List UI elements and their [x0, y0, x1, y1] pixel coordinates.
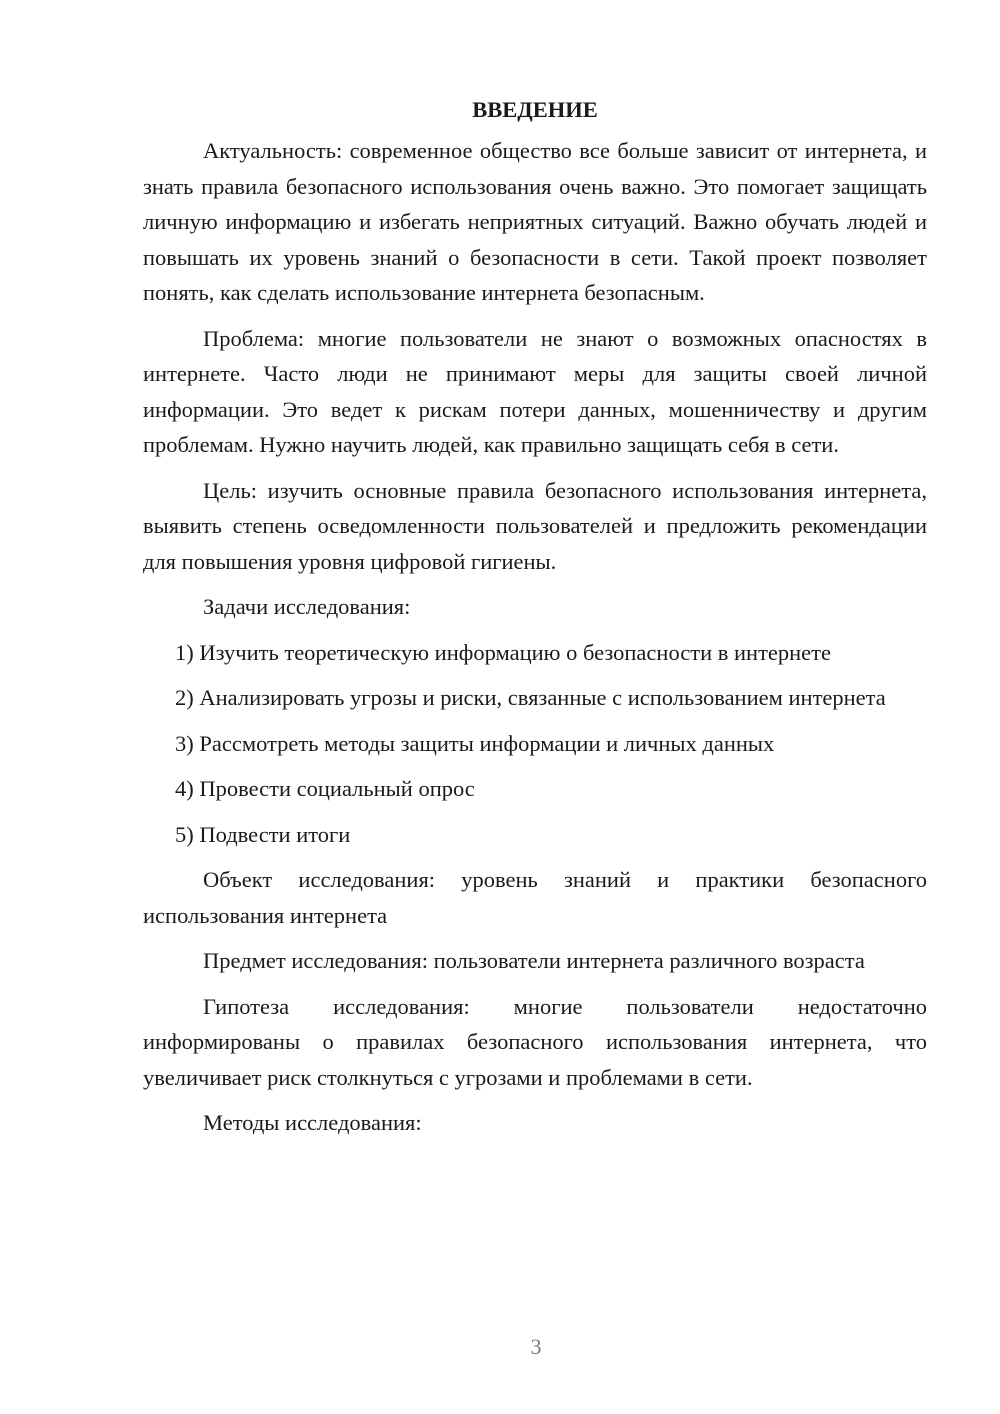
task-item: 3) Рассмотреть методы защиты информации и личных данных: [175, 730, 775, 756]
page-number: 3: [530, 1334, 542, 1359]
page-content: [143, 96, 927, 1151]
task-item: 4) Провести социальный опрос: [175, 776, 475, 801]
paragraph-subject: Предмет исследования: пользователи интернета различного возраста: [203, 948, 865, 973]
paragraph-goal: Цель: изучить основные правила безопасного использования интернета, выявить степень осведомленности пользователей и предложить рекомендации для повышения уровня цифровой гигиены.: [143, 477, 927, 574]
paragraph-hypothesis: Гипотеза исследования: многие пользователи недостаточно информированы о правилах безопасного использования интернета, что увеличивает риск столкнуться с угрозами и проблемами в сети.: [143, 993, 927, 1090]
task-item: 5) Подвести итоги: [175, 821, 351, 847]
task-item: 2) Анализировать угрозы и риски, связанные с использованием интернета: [175, 685, 886, 710]
paragraph-relevance: Актуальность: современное общество все больше зависит от интернета, и знать правила безопасного использования очень важно. Это помогает защищать личную информацию и избегать неприятных ситуаций. Важно обучать людей и повышать их уровень знаний о безопасности в сети. Такой проект позволяет понять, как сделать использование интернета безопасным.: [143, 138, 927, 305]
paragraph-object: Объект исследования: уровень знаний и практики безопасного использования интернета: [143, 867, 927, 928]
section-title: ВВЕДЕНИЕ: [472, 97, 598, 122]
task-item: 1) Изучить теоретическую информацию о безопасности в интернете: [175, 639, 831, 665]
paragraph-problem: Проблема: многие пользователи не знают о возможных опасностях в интернете. Часто люди не принимают меры для защиты своей личной информации. Это ведет к рискам потери данных, мошенничеству и другим проблемам. Нужно научить людей, как правильно защищать себя в сети.: [143, 325, 927, 457]
methods-heading: Методы исследования:: [203, 1110, 422, 1135]
tasks-heading: Задачи исследования:: [203, 594, 411, 619]
